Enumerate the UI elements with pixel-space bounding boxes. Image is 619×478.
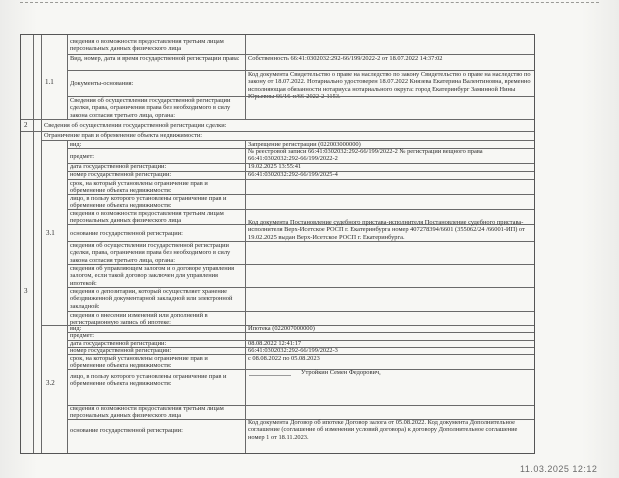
row-label: вид: — [70, 325, 82, 332]
row-label: вид: — [70, 141, 82, 148]
row-value: 19.02.2025 13:55:41 — [248, 163, 302, 170]
row-value: Код документа Постановление судебного пристава-исполнителя Постановление судебного пристава-исполнителя Верх-Исетское РОСП г. Екатеринбурга номер 407278394/6601 (355062/24 /66001-ИП) от 19.02.2025 выдан Верх-Исетское РОСП г. Екатеринбурга. — [248, 219, 525, 241]
row-label: Документы-основания: — [70, 80, 134, 87]
row-value: Ипотека (022007000000) — [248, 325, 315, 332]
section-header: Ограничение прав и обременение объекта недвижимости: — [44, 132, 203, 139]
row-label: номер государственной регистрации: — [70, 171, 172, 178]
subsection-number: 3.1 — [46, 230, 55, 237]
col-line — [245, 35, 246, 119]
row-label: Вид, номер, дата и время государственной регистрации права: — [70, 55, 240, 62]
row-value: 08.08.2022 12:41:17 — [248, 340, 302, 347]
row-value: с 08.08.2022 по 05.08.2023 — [248, 355, 320, 362]
row-label: предмет: — [70, 332, 95, 339]
row-label: дата государственной регистрации: — [70, 340, 167, 347]
row-label: дата государственной регистрации: — [70, 163, 167, 170]
row-value: Код документа Договор об ипотеке Договор залога от 05.08.2022. Код документа Дополнительное соглашение (соглашение об изменении условий договора) к договору Дополнительное соглашение номер 1 от 18.11.2023. — [248, 419, 518, 441]
row-value: 66:41:0302032:292-66/199/2022-3 — [248, 347, 338, 354]
row-label: основание государственной регистрации: — [70, 230, 183, 237]
col-line — [67, 35, 68, 119]
row-label: сведения о возможности предоставления третьим лицам персональных данных физического лица — [70, 38, 224, 53]
row-value: Код документа Свидетельство о праве на наследство по закону Свидетельство о праве на наследство по закону от 18.07.2022. Нотариально удостоверен 18.07.2022 Князева Екатерина Валентиновна, временно исполняющая обязанности нотариуса нотариального округа: город Екатеринбург Заминной Нины Юрьевны 66/16-н/66-2022-2-1153. — [248, 71, 531, 101]
row-label: срок, на который установлены ограничение прав и обременение объекта недвижимости: — [70, 180, 208, 195]
row-value: Запрещение регистрации (022003000000) — [248, 141, 361, 148]
print-date: 11.03.2025 12:12 — [520, 464, 598, 474]
row-label: сведения о внесении изменений или дополнений в регистрационную запись об ипотеке: — [70, 312, 208, 327]
row-label: основание государственной регистрации: — [70, 427, 183, 434]
row-label: Сведения об осуществлении государственной регистрации сделки: — [44, 122, 227, 129]
page-edge — [20, 2, 599, 3]
row-label: сведения о возможности предоставления третьим лицам персональных данных физического лица — [70, 210, 224, 225]
row-label: сведения о депозитарии, который осуществляет хранение обездвиженной документарной закладной или электронной закладной: — [70, 288, 233, 310]
row-value: № реестровой записи 66:41:0302032:292-66/199/2022-2 № регистрации вещного права 66:41:0302032:292-66/199/2022-2 — [248, 148, 483, 163]
section-number: 3 — [24, 288, 28, 295]
row-label: срок, на который установлены ограничение прав и обременение объекта недвижимости: — [70, 355, 208, 370]
row-value: Собственность 66:41:0302032:292-66/199/2022-2 от 18.07.2022 14:37:02 — [248, 55, 443, 62]
row-label: сведения об управляющем залогом и о договоре управления залогом, если такой договор заключен для управления ипотекой: — [70, 265, 235, 287]
col-line — [245, 140, 246, 453]
row-label: сведения об осуществлении государственной регистрации сделки, права, ограничения права без необходимого в силу закона согласия третьего лица, органа: — [70, 242, 231, 264]
row-label: лицо, в пользу которого установлены ограничение прав и обременение объекта недвижимости: — [70, 195, 227, 210]
row-label: номер государственной регистрации: — [70, 347, 172, 354]
row-label: сведения о возможности предоставления третьим лицам персональных данных физического лица — [70, 405, 224, 420]
section-number: 1.1 — [45, 79, 54, 86]
col-line — [67, 140, 68, 453]
section-number: 2 — [24, 122, 28, 129]
row-value: Утройкин Семен Федорович, — [301, 369, 381, 376]
registry-table — [20, 34, 535, 454]
row-label: лицо, в пользу которого установлены ограничение прав и обременение объекта недвижимости: — [70, 373, 227, 388]
col-line — [41, 35, 42, 453]
col-line — [33, 35, 34, 453]
row-value: 66:41:0302032:292-66/199/2025-4 — [248, 171, 338, 178]
row-line — [21, 119, 534, 120]
row-label: предмет: — [70, 153, 95, 160]
row-label: Сведения об осуществлении государственной регистрации сделки, права, ограничения права без необходимого в силу закона согласия третьего лица, органа: — [70, 97, 231, 119]
subsection-number: 3.2 — [46, 380, 55, 387]
redaction-mark — [249, 375, 291, 376]
